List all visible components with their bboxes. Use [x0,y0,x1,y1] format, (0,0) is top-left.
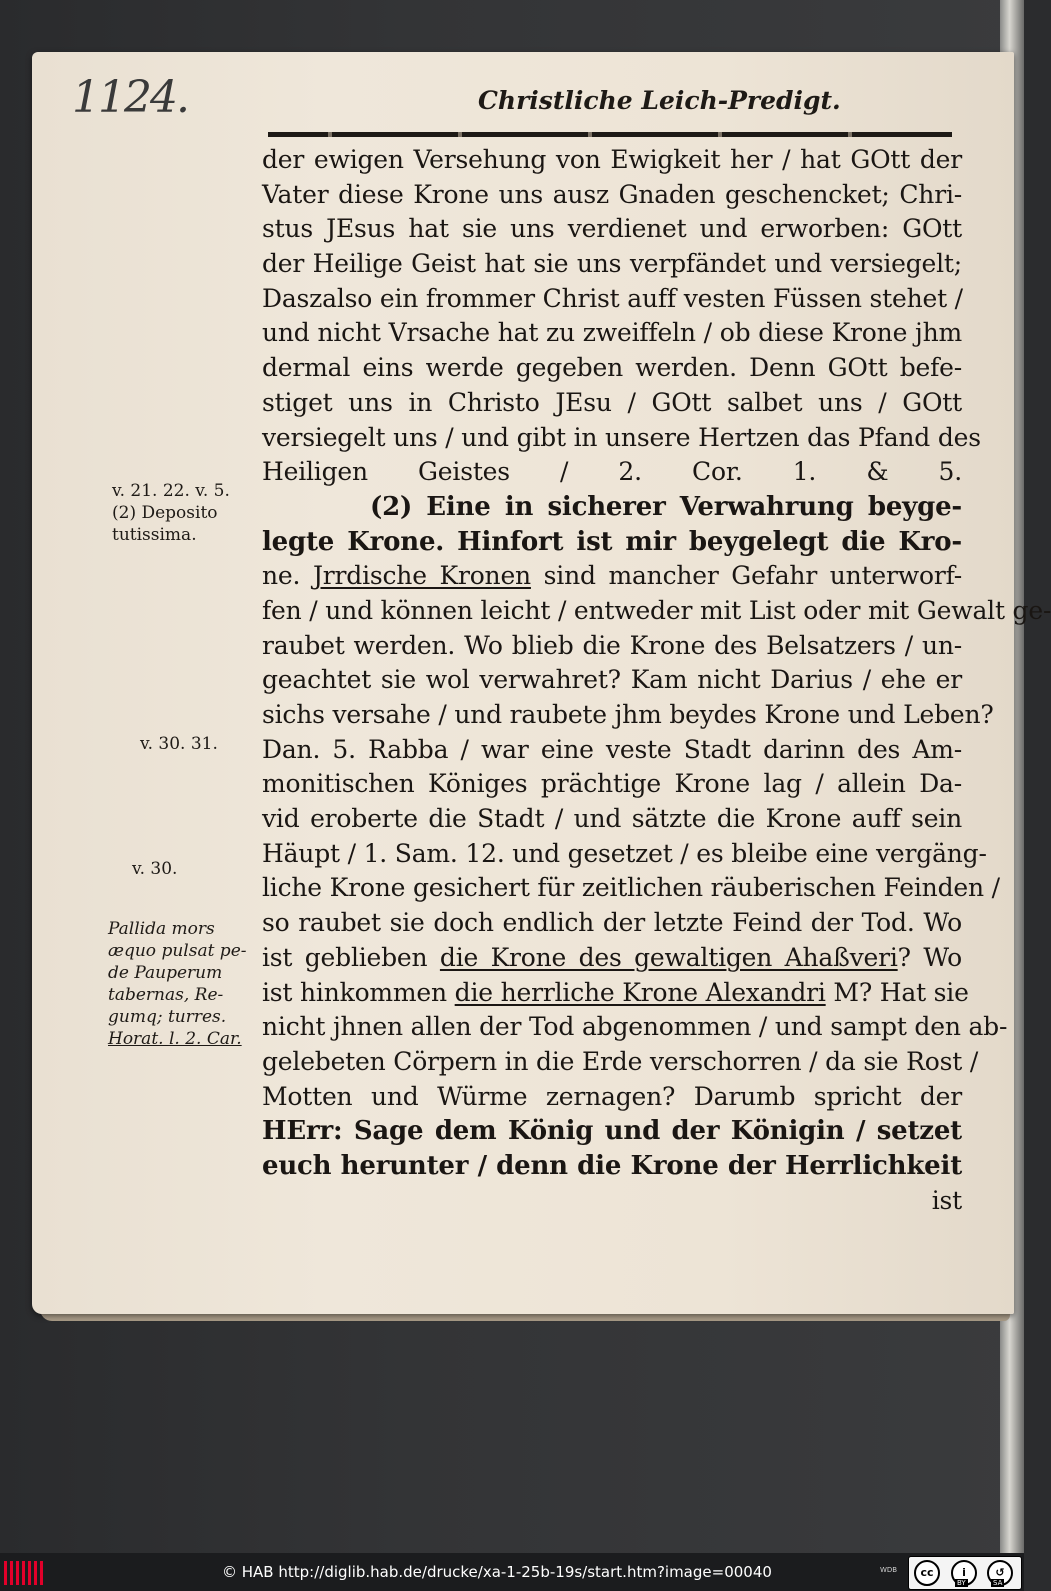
text-line-content [262,386,962,421]
text-line [262,594,1051,629]
text-line-content [262,594,1051,629]
text-line-content [262,1045,979,1080]
text-line-content [262,767,962,802]
text-line [262,733,962,768]
text-line [262,871,1000,906]
sa-label: SA [993,1579,1003,1587]
text-line-content [262,178,962,213]
text-run: vid eroberte die Stadt / und sätzte die Krone auff sein [262,804,962,834]
text-run: sind mancher Gefahr unterworf- [530,561,962,591]
margin-note-line: (2) Deposito [112,503,218,523]
text-line [262,386,962,421]
text-line [262,976,969,1011]
text-run: so raubet sie doch endlich der letzte Feind der Tod. Wo [262,908,962,938]
text-line [262,1149,962,1184]
text-line-content [262,871,1000,906]
text-line-content [262,976,969,1011]
margin-note-line: tutissima. [112,525,197,545]
margin-note-line: tabernas, Re- [108,985,224,1005]
text-line [262,941,962,976]
text-run: HErr: Sage dem König und der Königin / setzet [262,1116,962,1147]
text-line [262,316,962,351]
text-run: ist [931,1185,962,1215]
text-run: euch herunter / denn die Krone der Herrlichkeit [262,1150,962,1181]
text-line-content [262,351,962,386]
body-text [262,143,1051,1218]
text-line-content [262,663,962,698]
text-line-content [262,837,987,872]
header-rule [268,132,952,137]
text-run: Motten und Würme zernagen? Darumb spricht der [262,1081,962,1111]
text-line-content [262,733,962,768]
text-line-content [262,1114,962,1149]
text-line [262,247,962,282]
text-run: nicht jhnen allen der Tod abgenommen / und sampt den ab- [262,1012,1008,1042]
by-label: BY [957,1579,966,1587]
text-line-content [262,802,962,837]
text-line [262,143,962,178]
text-line-content [262,941,962,976]
text-run: ist hinkommen [262,977,455,1007]
text-line [262,559,962,594]
text-line-content [262,143,962,178]
text-run: dermal eins werde gegeben werden. Denn GOtt befe- [262,353,962,383]
wdb-label: WDB [880,1566,898,1574]
text-run: stus JEsus hat sie uns verdienet und erworben: GOtt [262,214,962,244]
text-run: ist geblieben [262,942,440,972]
text-run: (2) Eine in sicherer Verwahrung beyge- [370,491,962,522]
text-run: Heiligen Geistes / 2. Cor. 1. & 5. [262,457,962,487]
underlined-phrase: die herrliche Krone Alexandri [454,977,826,1007]
text-line [262,767,962,802]
text-line-content [262,212,962,247]
text-line-content [262,247,962,282]
text-line [262,455,962,490]
running-header: Christliche Leich-Predigt. [478,86,841,115]
margin-note-line: de Pauperum [108,963,223,983]
text-line-content [262,629,962,664]
text-line-content [262,906,962,941]
text-run: Daszalso ein frommer Christ auff vesten Füssen stehet / [262,283,963,313]
text-run: stiget uns in Christo JEsu / GOtt salbet uns / GOtt [262,387,962,417]
text-run: Vater diese Krone uns ausz Gnaden geschencket; Chri- [262,179,962,209]
text-line-content [262,455,962,490]
underlined-phrase: die Krone des gewaltigen Ahaßveri [439,942,898,972]
text-run: liche Krone gesichert für zeitlichen räuberischen Feinden / [262,873,1000,903]
text-line [262,421,981,456]
text-run: raubet werden. Wo blieb die Krone des Belsatzers / un- [262,630,962,660]
margin-note-line: v. 21. 22. v. 5. [112,481,230,501]
text-line-content [262,421,981,456]
margin-note-line: Horat. l. 2. Car. [108,1029,242,1049]
text-line-content [262,1184,962,1219]
margin-note-2 [140,733,218,755]
text-line [262,178,962,213]
text-line [262,1184,962,1219]
footer-bar [0,1553,1024,1591]
margin-note-line: æquo pulsat pe- [108,941,247,961]
text-line-content [262,1149,962,1184]
text-line [262,490,962,525]
text-run: und nicht Vrsache hat zu zweiffeln / ob diese Krone jhm [262,318,962,348]
text-run: monitischen Königes prächtige Krone lag / allein Da- [262,769,962,799]
text-line [262,1080,962,1115]
text-line [262,282,962,317]
margin-note-1 [112,480,230,546]
text-line-content [262,698,994,733]
underlined-phrase: Jrrdische Kronen [312,561,531,591]
text-line [262,1114,962,1149]
sa-icon: ↺ [987,1560,1013,1586]
text-line-content [262,316,962,351]
text-line [262,1045,979,1080]
text-run: der ewigen Versehung von Ewigkeit her / hat GOtt der [262,145,962,174]
margin-note-line: v. 30. 31. [140,734,218,754]
text-run: legte Krone. Hinfort ist mir beygelegt die Kro- [262,526,962,557]
text-run: geachtet sie wol verwahret? Kam nicht Darius / ehe er [262,665,962,695]
cc-license-badge[interactable] [908,1556,1022,1590]
margin-note-horace-quote [108,918,247,1050]
margin-note-line: Pallida mors [108,919,215,939]
text-run: gelebeten Cörpern in die Erde verschorren / da sie Rost / [262,1046,979,1076]
text-line-content [262,282,962,317]
by-icon: i [951,1560,977,1586]
text-run: ne. [262,561,313,591]
text-line-content [262,1080,962,1115]
margin-note-line: gumq; turres. [108,1007,227,1027]
text-run: der Heilige Geist hat sie uns verpfändet und versiegelt; [262,249,962,279]
text-line [262,802,962,837]
text-line [262,525,962,560]
text-run: ? Wo [897,942,962,972]
text-line [262,629,962,664]
text-line [262,837,987,872]
margin-note-line: v. 30. [132,859,178,879]
text-line-content [370,490,962,525]
text-line [262,663,962,698]
text-run: M? Hat sie [825,977,969,1007]
text-line-content [262,525,962,560]
text-run: versiegelt uns / und gibt in unsere Hertzen das Pfand des [262,422,981,452]
text-line-content [262,1010,1008,1045]
text-line [262,1010,1008,1045]
text-run: Dan. 5. Rabba / war eine veste Stadt darinn des Am- [262,734,962,764]
text-line [262,698,994,733]
footer-credit-link[interactable]: © HAB http://diglib.hab.de/drucke/xa-1-25b-19s/start.htm?image=00040 [222,1563,772,1581]
text-run: sichs versahe / und raubete jhm beydes Krone und Leben? [262,700,994,729]
text-line [262,351,962,386]
page-number: 1124. [72,72,188,123]
text-line-content [262,559,962,594]
hab-logo[interactable] [4,1561,46,1585]
cc-icon: cc [914,1560,940,1586]
text-line [262,212,962,247]
margin-note-3 [132,858,177,880]
text-line [262,906,962,941]
text-run: Häupt / 1. Sam. 12. und gesetzet / es bleibe eine vergäng- [262,838,987,868]
text-run: fen / und können leicht / entweder mit List oder mit Gewalt ge- [262,595,1051,625]
